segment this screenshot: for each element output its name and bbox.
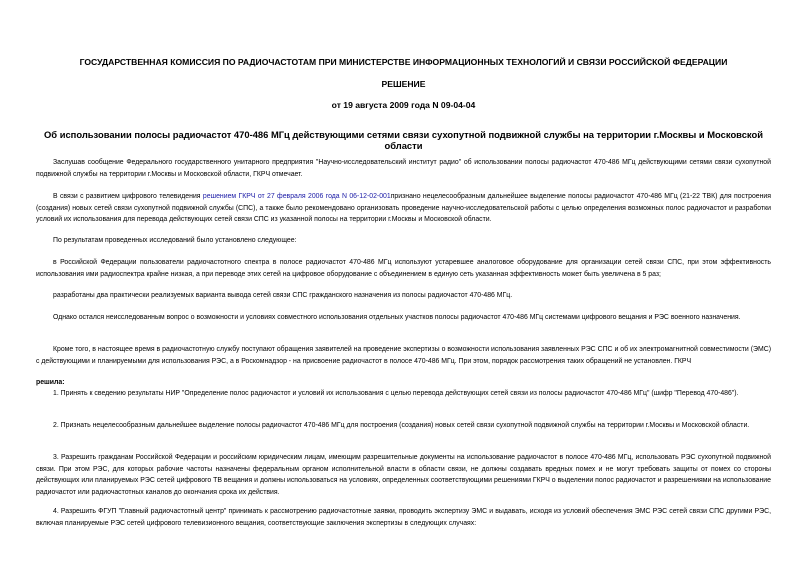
decided-label [36, 377, 771, 389]
paragraph-findings-lead: По результатам проведенных исследований было установлено следующее: [53, 237, 297, 244]
paragraph-intro: Заслушав сообщение Федерального государственного унитарного предприятия "Научно-исследовательский институт радио" об использовании полосы радиочастот 470-486 МГц действующими сетями связи сухопутной подвижной службы на территории г.Москвы и Московской области, ГКРЧ отмечает. [36, 159, 771, 178]
document-date-number: от 19 августа 2009 года N 09-04-04 [331, 100, 476, 110]
paragraph-finding-1: в Российской Федерации пользователи радиочастотного спектра в полосе радиочастот 470-486 МГц используют устаревшее аналоговое оборудование для организации сетей связи СПС, при этом эффективность использования ими радиоспектра крайне низкая, а при переводе этих сетей на цифровое оборудование с объединением в единую сеть указанная эффективность может быть увеличена в 5 раз; [36, 259, 771, 278]
paragraph-requests: Кроме того, в настоящее время в радиочастотную службу поступают обращения заявителей на проведение экспертизы о возможности использования заявленных РЭС СПС и об их электромагнитной совместимости (ЭМС) с действующими и планируемыми для использования РЭС, а в Роскомнадзор - на присвоение радиочастот в полосе 470-486 МГц. При этом, порядок рассмотрения таких обращений не установлен. ГКРЧ [36, 346, 771, 365]
paragraph-digital-tv-rest: признано нецелесообразным дальнейшее выделение полосы радиочастот 470-486 МГц (21-22 ТВК) для построения (создания) новых сетей связи сухопутной подвижной службы (СПС), а также было рекомендовано организовать проведение научно-исследовательской работы с целью определения возможных полос радиочастот и разработки условий их использования для перевода действующих сетей связи СПС из указанной полосы на территории г.Москвы и Московской области. [36, 193, 771, 223]
document-type: РЕШЕНИЕ [381, 79, 426, 89]
paragraph-digital-tv [36, 191, 771, 226]
paragraph-finding-2: разработаны два практически реализуемых варианта вывода сетей связи СПС гражданского назначения из полосы радиочастот 470-486 МГц. [53, 292, 513, 299]
decision-item-3: 3. Разрешить гражданам Российской Федерации и российским юридическим лицам, имеющим разрешительные документы на использование радиочастот в полосе 470-486 МГц, использовать РЭС сухопутной подвижной связи. При этом РЭС, для которых рабочие частоты назначены федеральным органом исполнительной власти в области связи, не должны создавать вредных помех и не могут требовать защиты от помех со стороны действующих или планируемых РЭС сетей цифрового ТВ вещания и должны использоваться на условиях, определенных соответствующими решениями ГКРЧ о выделении полос радиочастот и разрешениями на использование радиочастот или радиочастотных каналов до окончания срока их действия. [36, 454, 771, 496]
paragraph-digital-tv-lead: В связи с развитием цифрового телевидения [53, 193, 203, 200]
decision-reference-link[interactable]: решением ГКРЧ от 27 февраля 2006 года N 06-12-02-001 [202, 193, 391, 200]
decision-item-1: 1. Принять к сведению результаты НИР "Определение полос радиочастот и условий их использования с целью перевода действующих сетей связи из полосы радиочастот 470-486 МГц" (шифр "Перевод 470-486"). [53, 390, 739, 397]
document-subject: Об использовании полосы радиочастот 470-486 МГц действующими сетями связи сухопутной подвижной службы на территории г.Москвы и Московской области [44, 129, 763, 151]
decision-item-4: 4. Разрешить ФГУП "Главный радиочастотный центр" принимать к рассмотрению радиочастотные заявки, проводить экспертизу ЭМС и выдавать, исходя из условий обеспечения ЭМС РЭС сетей связи СПС другими РЭС, включая планируемые РЭС сетей цифрового телевизионного вещания, соответствующие заключения экспертизы в следующих случаях: [36, 508, 771, 527]
paragraph-unresolved: Однако остался неисследованным вопрос о возможности и условиях совместного использования отдельных участков полосы радиочастот 470-486 МГц системами цифрового вещания и РЭС военного назначения. [53, 314, 741, 321]
decision-item-2: 2. Признать нецелесообразным дальнейшее выделение полосы радиочастот 470-486 МГц для построения (создания) новых сетей связи сухопутной подвижной службы на территории г.Москвы и Московской области. [53, 422, 750, 429]
decided-text: решила: [36, 379, 65, 386]
agency-title: ГОСУДАРСТВЕННАЯ КОМИССИЯ ПО РАДИОЧАСТОТАМ ПРИ МИНИСТЕРСТВЕ ИНФОРМАЦИОННЫХ ТЕХНОЛОГИЙ И СВЯЗИ РОССИЙСКОЙ ФЕДЕРАЦИИ [79, 57, 728, 67]
